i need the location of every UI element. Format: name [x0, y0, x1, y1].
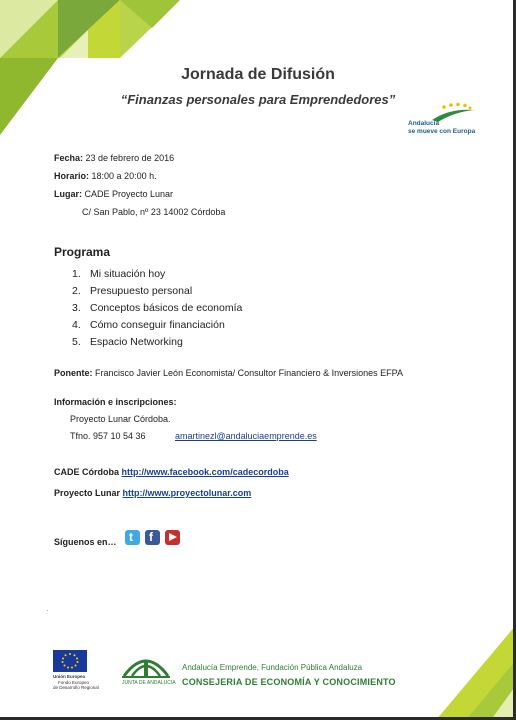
ponente-label: Ponente: [54, 368, 93, 378]
fecha-row [54, 153, 174, 163]
lugar-label: Lugar: [54, 189, 82, 199]
ponente-row [54, 368, 403, 378]
eu-flag-icon [53, 650, 87, 672]
programa-title: Programa [54, 245, 111, 259]
page-title: Jornada de Difusión [181, 66, 335, 83]
horario-label: Horario: [54, 171, 90, 181]
list-item: 2. Presupuesto personal [72, 285, 193, 297]
ponente-value: Francisco Javier León Economista/ Consultor Financiero & Inversiones EFPA [95, 368, 403, 378]
contacto-label: Información e inscripciones: [54, 397, 177, 407]
programa-list [72, 266, 242, 351]
contacto-org: Proyecto Lunar Córdoba. [70, 414, 171, 424]
cade-label: CADE Córdoba [54, 467, 119, 477]
list-item: 1. Mi situación hoy [72, 268, 166, 280]
facebook-icon[interactable]: f [145, 530, 160, 545]
lunar-row [54, 488, 251, 498]
eu-sub2: de Desarrollo Regional [53, 685, 99, 690]
stray-mark: · [46, 606, 49, 615]
lunar-website-link[interactable]: http://www.proyectolunar.com [122, 488, 252, 498]
fundacion-text: Andalucía Emprende, Fundación Pública Andaluza [182, 663, 363, 672]
lugar-row [54, 189, 173, 199]
twitter-icon[interactable]: t [125, 530, 140, 545]
andalucia-europa-logo [402, 102, 480, 140]
horario-row [54, 171, 157, 181]
cade-row [54, 467, 289, 477]
fecha-value: 23 de febrero de 2016 [85, 153, 175, 163]
lugar-address: C/ San Pablo, nº 23 14002 Córdoba [82, 207, 226, 217]
contacto-phone: Tfno. 957 10 54 36 [70, 431, 146, 441]
list-item: 5. Espacio Networking [72, 336, 183, 348]
brand-line2: se mueve con Europa [408, 128, 476, 135]
siguenos-label: Síguenos en… [54, 537, 117, 547]
decorative-triangle-bottom-right [436, 625, 516, 720]
lugar-value: CADE Proyecto Lunar [84, 189, 174, 199]
page-subtitle: “Finanzas personales para Emprendedores” [120, 92, 396, 107]
youtube-icon[interactable] [165, 530, 180, 545]
list-item: 4. Cómo conseguir financiación [72, 319, 225, 331]
eu-label: Unión Europea [53, 674, 86, 679]
horario-value: 18:00 a 20:00 h. [91, 171, 157, 181]
lunar-label: Proyecto Lunar [54, 488, 121, 498]
list-item: 3. Conceptos básicos de economía [72, 302, 243, 314]
email-link[interactable]: amartinezl@andaluciaemprende.es [175, 431, 317, 441]
brand-line1: Andalucía [408, 120, 440, 127]
eu-sub1: Fondo Europeo [58, 680, 90, 685]
consejeria-text: CONSEJERIA DE ECONOMÍA Y CONOCIMIENTO [182, 677, 396, 687]
junta-andalucia-logo [120, 650, 172, 680]
cade-facebook-link[interactable]: http://www.facebook.com/cadecordoba [121, 467, 289, 477]
junta-label: JUNTA DE ANDALUCIA [122, 680, 176, 686]
fecha-label: Fecha: [54, 153, 84, 163]
